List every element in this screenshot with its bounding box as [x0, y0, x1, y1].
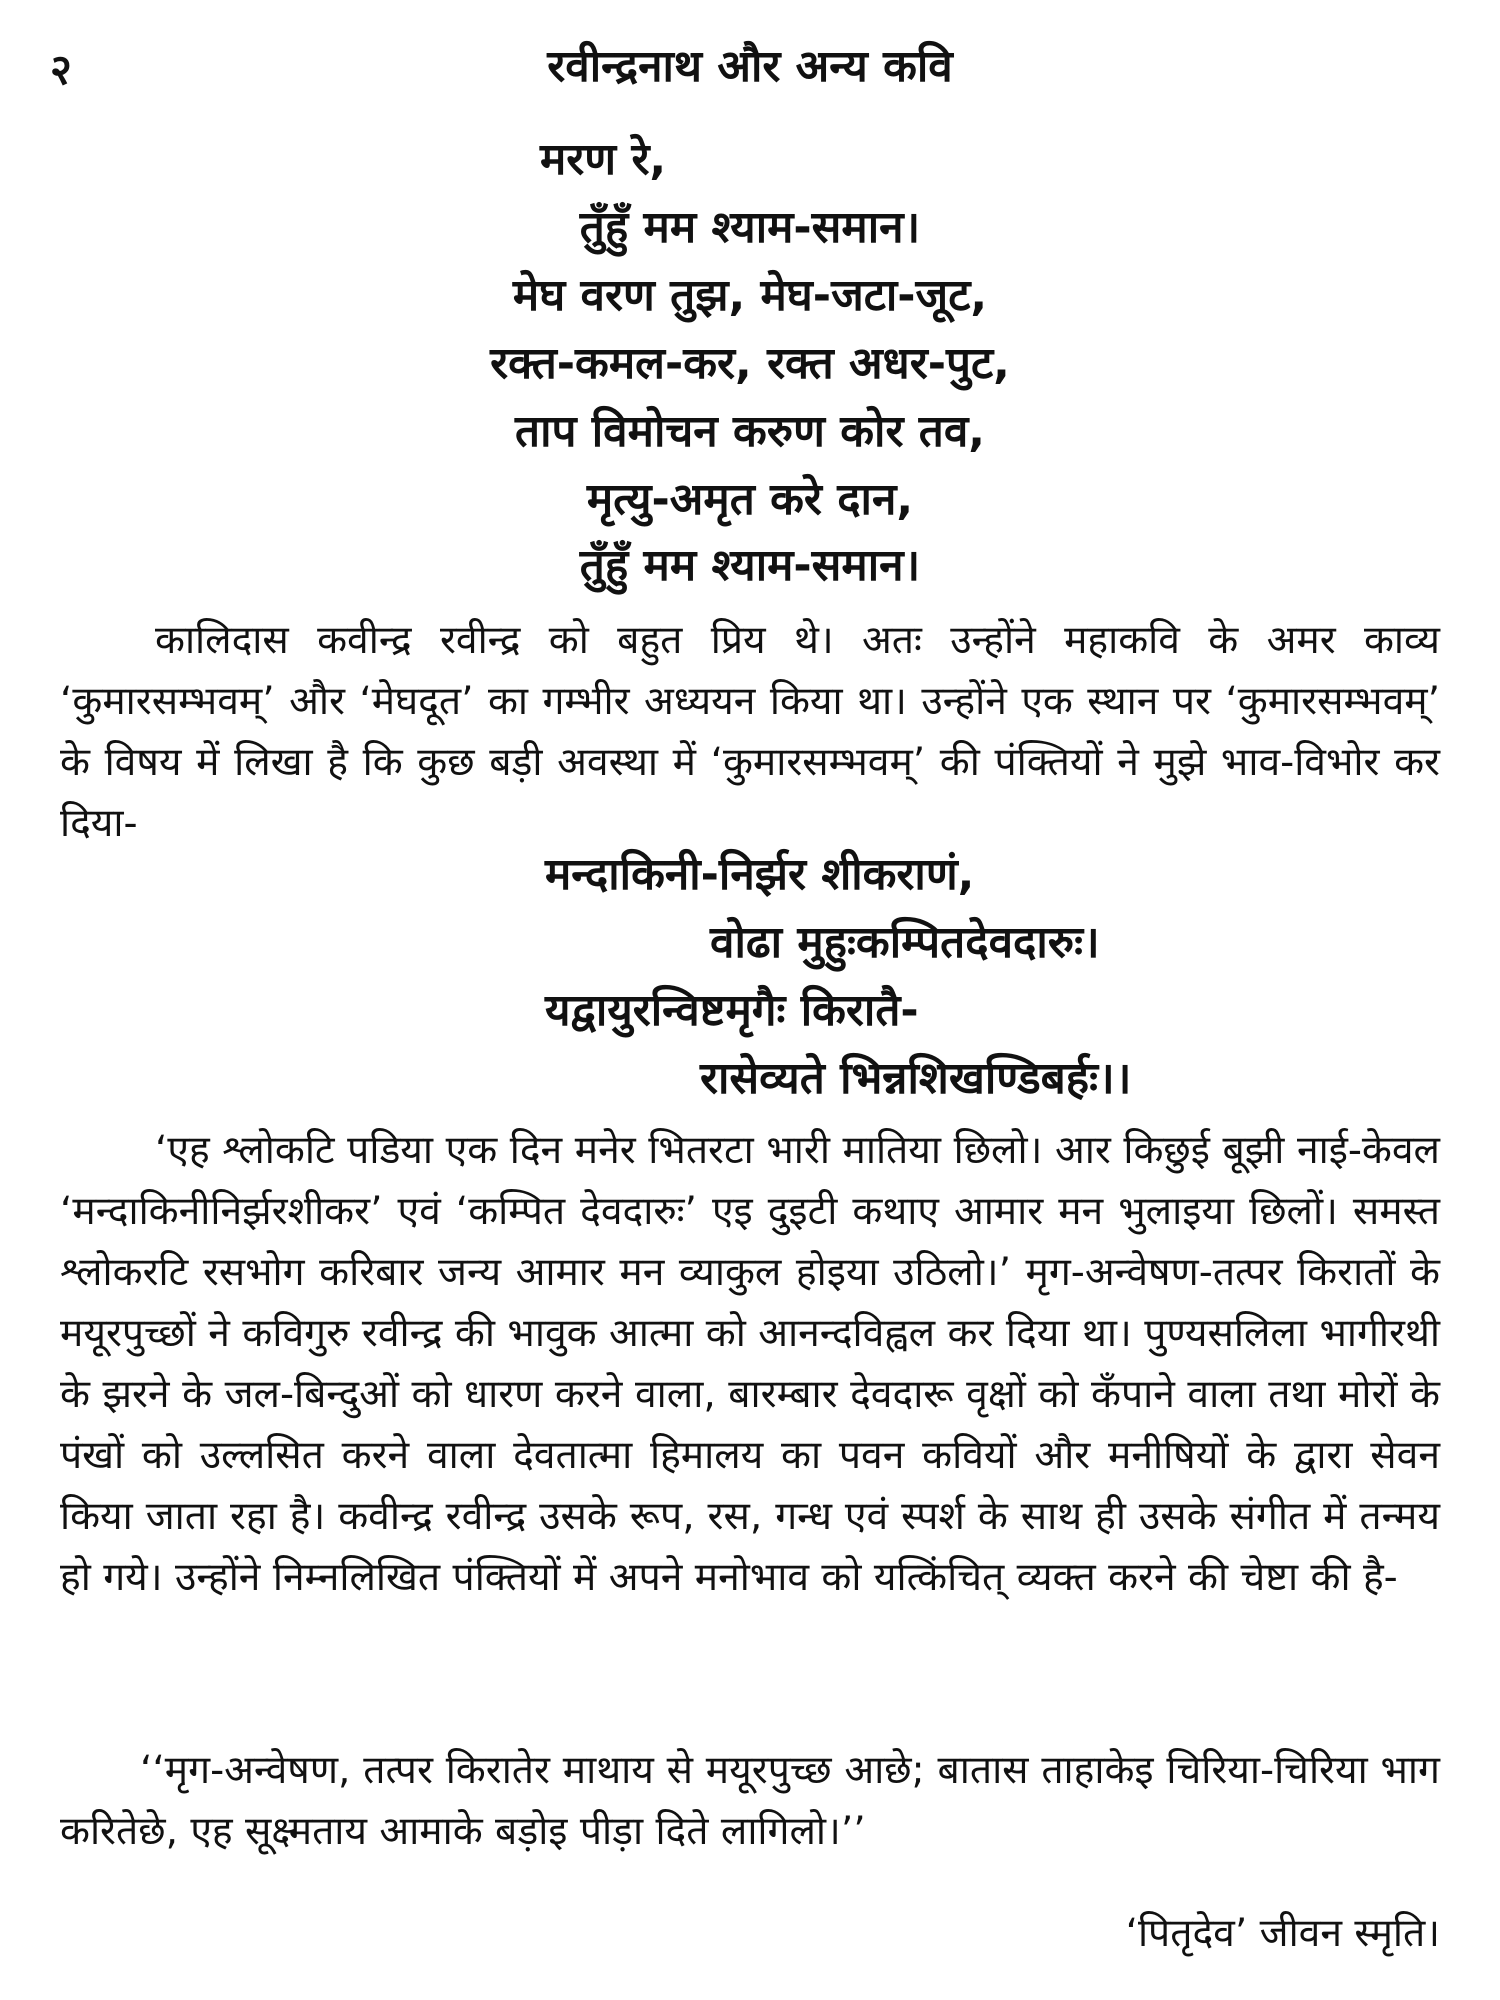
poem-line: तुँहुँ मम श्याम-समान। — [579, 540, 921, 591]
poem-line: मृत्यु-अमृत करे दान, — [586, 474, 914, 525]
shloka-line: मन्दाकिनी-निर्झर शीकराणं, — [545, 849, 975, 900]
body-paragraph — [60, 610, 1440, 854]
shloka-line: रासेव्यते भिन्नशिखण्डिबर्हः।। — [700, 1053, 1132, 1104]
poem-line: मरण रे, — [540, 134, 667, 185]
paragraph-text: कालिदास कवीन्द्र रवीन्द्र को बहुत प्रिय थे। अतः उन्होंने महाकवि के अमर काव्य ‘कुमारसम्भवम्’ और ‘मेघदूत’ का गम्भीर अध्ययन किया था। उन्होंने एक स्थान पर ‘कुमारसम्भवम्’ के विषय में लिखा है कि कुछ बड़ी अवस्था में ‘कुमारसम्भवम्’ की पंक्तियों ने मुझे भाव-विभोर कर दिया- — [60, 618, 1440, 846]
poem-line: तुँहुँ मम श्याम-समान। — [579, 202, 921, 253]
body-paragraph — [60, 1120, 1440, 1608]
poem-line: रक्त-कमल-कर, रक्त अधर-पुट, — [490, 338, 1010, 389]
paragraph-text: ‘एह श्लोकटि पडिया एक दिन मनेर भितरटा भारी मातिया छिलो। आर किछुई बूझी नाई-केवल ‘मन्दाकिनीनिर्झरशीकर’ एवं ‘कम्पित देवदारुः’ एइ दुइटी कथाए आमार मन भुलाइया छिलों। समस्त श्लोकरटि रसभोग करिबार जन्य आमार मन व्याकुल होइया उठिलो।’ मृग-अन्वेषण-तत्पर किरातों के मयूरपुच्छों ने कविगुरु रवीन्द्र की भावुक आत्मा को आनन्दविह्वल कर दिया था। पुण्यसलिला भागीरथी के झरने के जल-बिन्दुओं को धारण करने वाला, बारम्बार देवदारू वृक्षों को कँपाने वाला तथा मोरों के पंखों को उल्लसित करने वाला देवतात्मा हिमालय का पवन कवियों और मनीषियों के द्वारा सेवन किया जाता रहा है। कवीन्द्र रवीन्द्र उसके रूप, रस, गन्ध एवं स्पर्श के साथ ही उसके संगीत में तन्मय हो गये। उन्होंने निम्नलिखित पंक्तियों में अपने मनोभाव को यत्किंचित् व्यक्त करने की चेष्टा की है- — [60, 1128, 1440, 1600]
running-head-title: रवीन्द्रनाथ और अन्य कवि — [547, 41, 953, 92]
quote-source: ‘पितृदेव’ जीवन स्मृति। — [1125, 1911, 1440, 1956]
quote-text: ‘‘मृग-अन्वेषण, तत्पर किरातेर माथाय से मयूरपुच्छ आछे; बातास ताहाकेइ चिरिया-चिरिया भाग करितेछे, एह सूक्ष्मताय आमाके बड़ोइ पीड़ा दिते लागिलो।’’ — [60, 1748, 1440, 1854]
page-number: २ — [50, 45, 72, 94]
poem-line: ताप विमोचन करुण कोर तव, — [514, 406, 986, 457]
shloka-line: यद्वायुरन्विष्टमृगैः किरातै- — [545, 985, 919, 1036]
block-quote — [60, 1740, 1440, 1862]
poem-line: मेघ वरण तुझ, मेघ-जटा-जूट, — [512, 270, 988, 321]
shloka-line: वोढा मुहुःकम्पितदेवदारुः। — [710, 917, 1100, 968]
